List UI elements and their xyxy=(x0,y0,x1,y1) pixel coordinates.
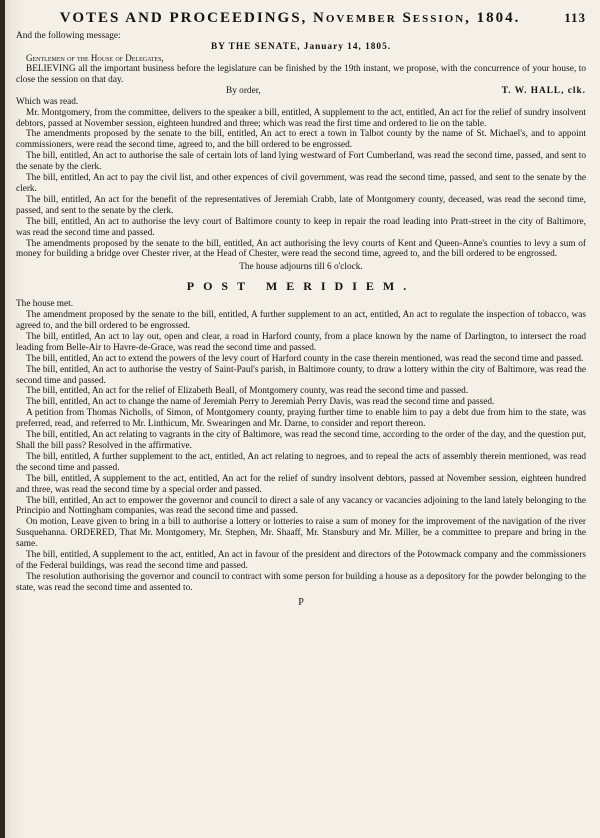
message-intro-row xyxy=(16,31,586,42)
message-intro: And the following message: xyxy=(16,31,121,41)
house-met: The house met. xyxy=(16,299,74,310)
proceeding-paragraph: The bill, entitled, A supplement to the act, entitled, An act for the relief of sundry insolvent debtors, passed at November session, eighteen hundred and three, was read the second time by a special order and passed. xyxy=(16,473,586,495)
senate-message: BELIEVING all the important business before the legislature can be finished by the 19th instant, we propose, with the concurrence of your house, to close the session on that day. xyxy=(16,63,586,85)
proceeding-paragraph: The resolution authorising the governor and council to contract with some person for building a house as a depository for the powder belonging to the state, was read the second time and assented to. xyxy=(16,571,586,593)
section-heading: POST MERIDIEM. xyxy=(186,279,416,294)
proceeding-paragraph: The bill, entitled, An act for the relief of Elizabeth Beall, of Montgomery county, was read the second time and passed. xyxy=(26,386,469,397)
running-title: VOTES AND PROCEEDINGS, November Session, 1804. xyxy=(59,10,521,26)
clerk-signature: T. W. HALL, clk. xyxy=(501,85,586,96)
proceeding-paragraph: The bill, entitled, An act to authorise the levy court of Baltimore county to keep in repair the road leading into Pratt-street in the city of Baltimore, was read the second time and passed. xyxy=(16,216,586,238)
proceeding-paragraph: The bill, entitled, An act to extend the powers of the levy court of Harford county in the case therein mentioned, was read the second time and passed. xyxy=(26,353,584,364)
by-order-row xyxy=(16,86,586,97)
afternoon-proceedings xyxy=(16,310,586,594)
page-number: 113 xyxy=(564,10,586,25)
adjournment-line: The house adjourns till 6 o'clock. xyxy=(239,262,363,273)
signature-mark: P xyxy=(298,596,304,608)
proceeding-paragraph: The bill, entitled, An act to lay out, open and clear, a road in Harford county, from a place known by the name of Darlington, to intersect the road leading from Belle-Air to Havre-de-Grace, was read the second time and passed. xyxy=(16,331,586,353)
proceeding-paragraph: The bill, entitled, An act for the benefit of the representatives of Jeremiah Crabb, late of Montgomery county, deceased, was read the second time, passed, and sent to the senate by the clerk. xyxy=(16,194,586,216)
salutation: Gentlemen of the House of Delegates, xyxy=(26,52,164,63)
proceeding-paragraph: The bill, entitled, An act to empower the governor and council to direct a sale of any vacancy or vacancies adjoining to the land lately belonging to the Principio and Nottingham companies, was read the second time and passed. xyxy=(16,495,586,517)
senate-heading: BY THE SENATE, January 14, 1805. xyxy=(210,42,392,52)
binding-edge xyxy=(0,0,5,838)
proceeding-paragraph: The bill, entitled, An act to change the name of Jeremiah Perry to Jeremiah Perry Davis, was read the second time and passed. xyxy=(26,397,495,408)
by-order: By order, xyxy=(226,85,261,96)
page-header xyxy=(16,10,586,27)
proceeding-paragraph: The bill, entitled, An act relating to vagrants in the city of Baltimore, was read the second time, according to the order of the day, and the question put, Shall the bill pass? Resolved in the affirmative. xyxy=(16,430,586,451)
proceeding-paragraph: The bill, entitled, An act to pay the civil list, and other expences of civil government, was read the second time, passed, and sent to the senate by the clerk. xyxy=(16,173,586,194)
proceeding-paragraph: The bill, entitled, An act to authorise the vestry of Saint-Paul's parish, in Baltimore county, to draw a lottery within the city of Baltimore, was read the second time and passed. xyxy=(16,364,586,386)
proceeding-paragraph: The amendments proposed by the senate to the bill, entitled, An act to erect a town in Talbot county by the name of St. Michael's, and to appoint commissioners, were read the second time, agreed to, and the bill ordered to be engrossed. xyxy=(16,129,586,151)
proceeding-paragraph: On motion, Leave given to bring in a bill to authorise a lottery or lotteries to raise a sum of money for the improvement of the navigation of the river Susquehanna. ORDERED, That Mr. Montgomery, Mr. Stephen, Mr. Shaaff, Mr. Stansbury and Mr. Miller, be a committee to prepare and bring in the same. xyxy=(16,517,586,550)
which-was-read: Which was read. xyxy=(16,96,79,107)
proceeding-paragraph: The bill, entitled, An act to authorise the sale of certain lots of land lying westward of Fort Cumberland, was read the second time, passed, and sent to the senate by the clerk. xyxy=(16,151,586,173)
proceeding-paragraph: The bill, entitled, A supplement to the act, entitled, An act in favour of the president and directors of the Potowmack company and the commissioners of the Federal buildings, was read the second time and passed. xyxy=(16,550,586,571)
proceeding-paragraph: The bill, entitled, A further supplement to the act, entitled, An act relating to negroes, and to repeal the acts of assembly therein mentioned, was read the second time and passed. xyxy=(16,451,586,473)
proceeding-paragraph: The amendments proposed by the senate to the bill, entitled, An act authorising the levy courts of Kent and Queen-Anne's counties to levy a sum of money for building a bridge over Chester river, at the Head of Chester, were read the second time, agreed to, and the bill ordered to be engrossed. xyxy=(16,238,586,260)
proceeding-paragraph: The amendment proposed by the senate to the bill, entitled, A further supplement to an act, entitled, An act to regulate the inspection of tobacco, was agreed to, and the bill ordered to be engrossed. xyxy=(16,310,586,332)
proceeding-paragraph: Mr. Montgomery, from the committee, delivers to the speaker a bill, entitled, A supplement to the act, entitled, An act for the relief of sundry insolvent debtors, passed at November session, eighteen hundred and three; which was read the first time and ordered to lie on the table. xyxy=(16,107,586,129)
morning-proceedings xyxy=(16,108,586,261)
proceeding-paragraph: A petition from Thomas Nicholls, of Simon, of Montgomery county, praying further time to enable him to pay a debt due from him to the state, was preferred, read, and referred to Mr. Linthicum, Mr. Swearingen and Mr. Darne, to consider and report thereon. xyxy=(16,408,586,430)
